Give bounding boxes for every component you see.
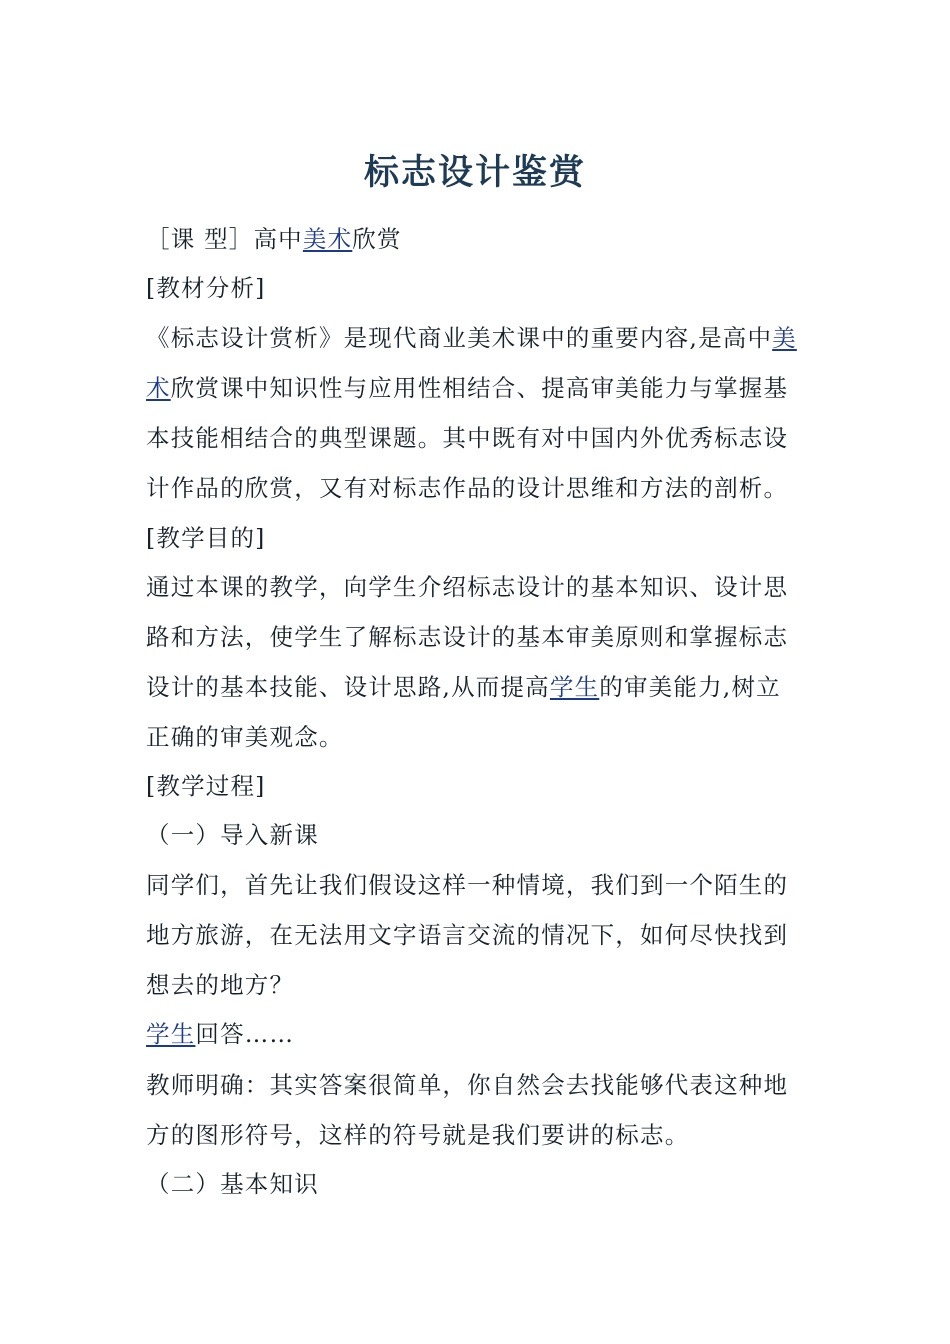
intro-line-3: 想去的地方？ — [146, 971, 295, 999]
intro-line-1: 同学们，首先让我们假设这样一种情境，我们到一个陌生的 — [146, 871, 789, 899]
analysis-line-3: 本技能相结合的典型课题。其中既有对中国内外优秀标志设 — [146, 424, 789, 452]
goal-line-4: 正确的审美观念。 — [146, 723, 344, 751]
section-2-heading: （二）基本知识 — [146, 1170, 319, 1198]
heading-teaching-process: [教学过程] — [146, 772, 266, 800]
teacher-line-2: 方的图形符号，这样的符号就是我们要讲的标志。 — [146, 1121, 690, 1149]
analysis-line-1: 《标志设计赏析》是现代商业美术课中的重要内容,是高中美 — [146, 324, 797, 352]
document-title: 标志设计鉴赏 — [363, 152, 586, 193]
course-type-label: ［课 型］ — [146, 225, 254, 253]
analysis-line-4: 计作品的欣赏，又有对标志作品的设计思维和方法的剖析。 — [146, 474, 789, 502]
intro-line-2: 地方旅游，在无法用文字语言交流的情况下，如何尽快找到 — [146, 921, 789, 949]
goal-line-1: 通过本课的教学，向学生介绍标志设计的基本知识、设计思 — [146, 573, 789, 601]
goal-line-2: 路和方法，使学生了解标志设计的基本审美原则和掌握标志 — [146, 623, 789, 651]
section-1-heading: （一）导入新课 — [146, 821, 319, 849]
student-answer-line: 学生回答…… — [146, 1020, 295, 1048]
teacher-line-1: 教师明确：其实答案很简单，你自然会去找能够代表这种地 — [146, 1071, 789, 1099]
course-type-line: ［课 型］高中美术欣赏 — [146, 225, 402, 253]
art-link-part1[interactable]: 美 — [772, 324, 797, 352]
goal-line-3: 设计的基本技能、设计思路,从而提高学生的审美能力,树立 — [146, 673, 781, 701]
analysis-line-2: 术欣赏课中知识性与应用性相结合、提高审美能力与掌握基 — [146, 374, 789, 402]
art-link[interactable]: 美术 — [302, 225, 353, 253]
heading-material-analysis: [教材分析] — [146, 274, 266, 302]
art-link-part2[interactable]: 术 — [146, 374, 171, 402]
student-link-2[interactable]: 学生 — [146, 1020, 196, 1048]
heading-teaching-goal: [教学目的] — [146, 524, 266, 552]
student-link[interactable]: 学生 — [549, 673, 600, 701]
